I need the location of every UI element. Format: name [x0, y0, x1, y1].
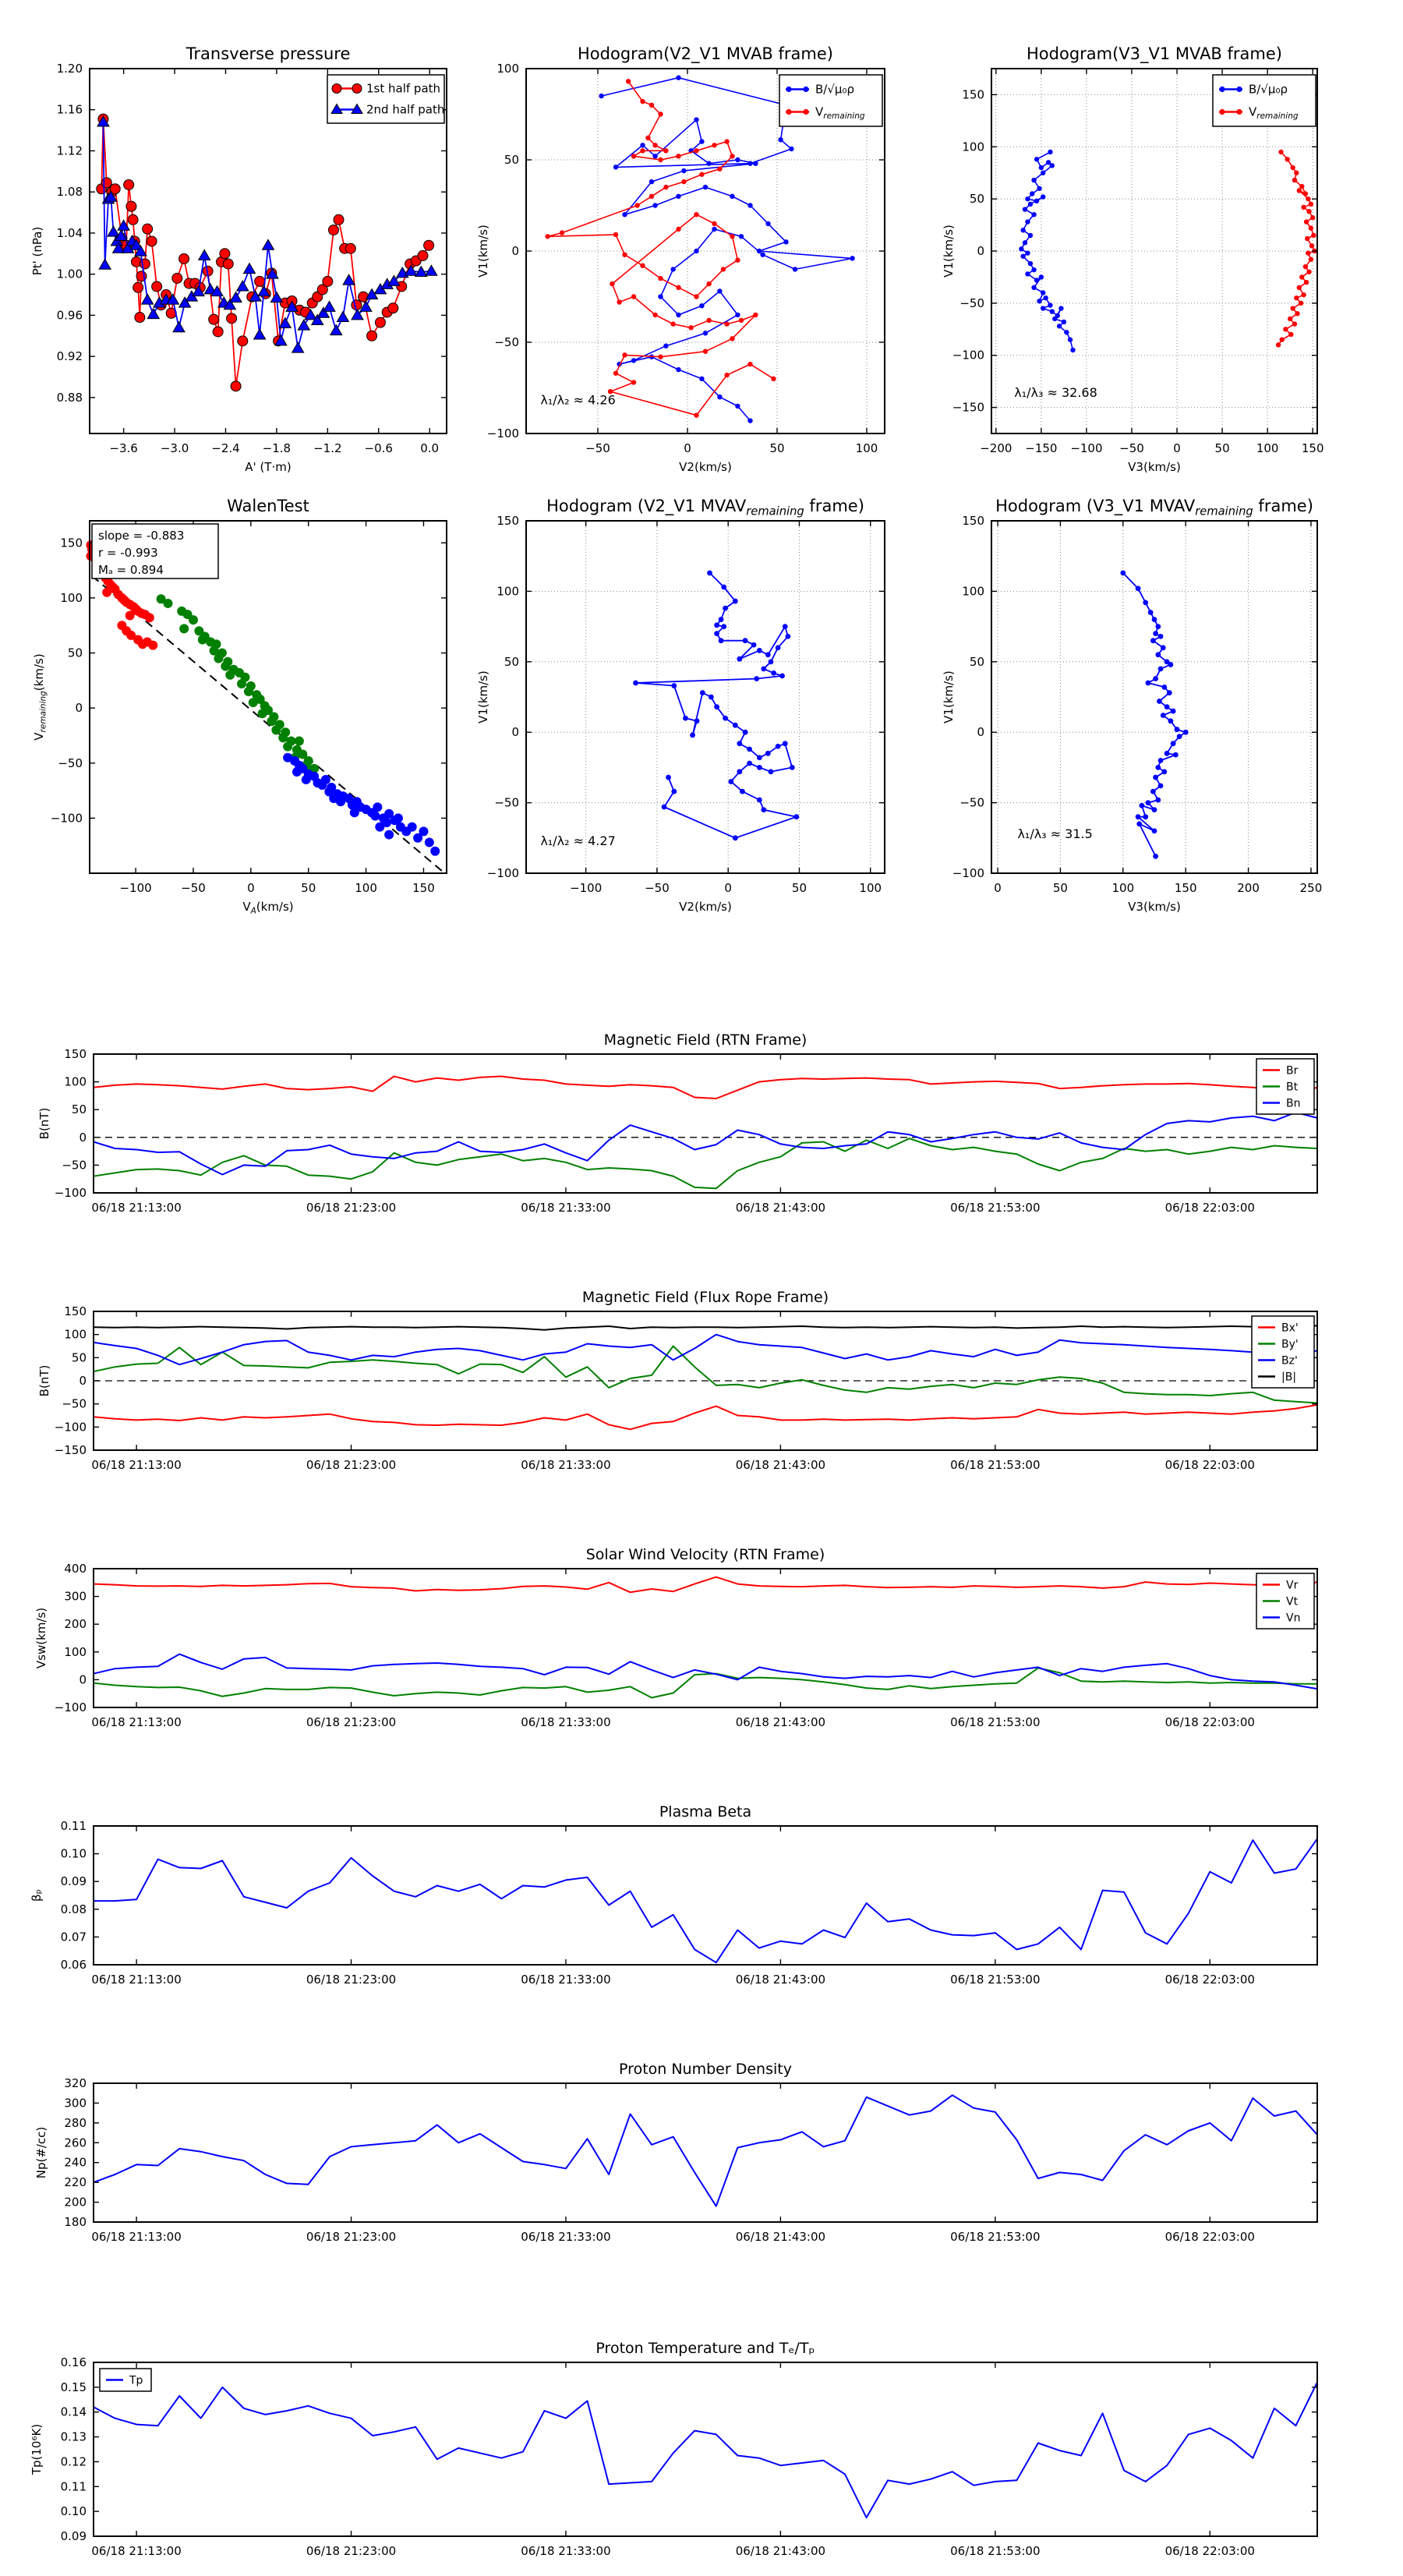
y-tick-label: −50	[959, 795, 984, 810]
magnetic-field-rtn-series-Br	[94, 1077, 1317, 1099]
y-tick-label: 150	[60, 536, 83, 550]
x-tick-label: 50	[1052, 881, 1068, 895]
y-tick-label: 0	[79, 1130, 87, 1145]
hodogram-v2v1-mvav-title: Hodogram (V2_V1 $MVAV_{remaining}$ frame)	[546, 497, 864, 518]
hodogram-v2v1-mvav-ylabel: V1(km/s)	[476, 671, 490, 724]
y-tick-label: 0	[79, 1374, 87, 1388]
proton-number-density-title: Proton Number Density	[619, 2061, 792, 2078]
magnetic-field-flux-rope-series-B-magnitude	[94, 1325, 1317, 1329]
y-tick-label: 0	[511, 244, 519, 258]
y-tick-label: −50	[494, 335, 519, 349]
legend-label: Bz'	[1281, 1354, 1298, 1368]
hodogram-v3v1-mvab	[942, 44, 1324, 474]
x-tick-label: 06/18 21:13:00	[91, 1201, 182, 1215]
hodogram-v2v1-mvab-annotation: λ₁/λ₂ ≈ 4.26	[540, 392, 616, 408]
legend-label: B/√μ₀ρ	[1249, 82, 1288, 97]
y-tick-label: 220	[64, 2175, 87, 2190]
x-tick-label: −100	[1070, 441, 1103, 455]
y-tick-label: 150	[64, 1304, 87, 1318]
y-tick-label: 0	[511, 725, 519, 740]
x-tick-label: −0.6	[364, 441, 393, 455]
solar-wind-velocity-rtn-series-Vn	[94, 1654, 1317, 1690]
y-tick-label: 0.08	[60, 1902, 87, 1916]
x-tick-label: 06/18 21:33:00	[521, 2544, 611, 2558]
legend-label: By'	[1281, 1338, 1299, 1351]
legend-label: Vt	[1286, 1595, 1299, 1608]
x-tick-label: 06/18 21:53:00	[950, 1715, 1041, 1729]
legend-label: B/√μ₀ρ	[815, 82, 854, 97]
magnetic-field-rtn-series-Bt	[94, 1138, 1317, 1188]
x-tick-label: 06/18 21:43:00	[735, 2230, 826, 2244]
transverse-pressure	[30, 44, 447, 474]
x-tick-label: 06/18 21:43:00	[735, 1715, 826, 1729]
x-tick-label: −50	[181, 881, 206, 895]
x-tick-label: 100	[355, 881, 377, 895]
hodogram-v3v1-mvav-series-v-hodogram	[1120, 570, 1188, 858]
y-tick-label: −150	[952, 400, 984, 415]
y-tick-label: 150	[64, 1047, 87, 1061]
y-tick-label: 0.92	[56, 349, 83, 364]
x-tick-label: 50	[769, 441, 785, 455]
y-tick-label: 150	[497, 514, 519, 528]
y-tick-label: 260	[64, 2135, 87, 2150]
y-tick-label: 0.15	[60, 2380, 87, 2394]
x-tick-label: 06/18 21:23:00	[306, 1715, 397, 1729]
y-tick-label: 0.12	[60, 2454, 87, 2469]
y-tick-label: 0.96	[56, 308, 83, 323]
x-tick-label: −200	[980, 441, 1012, 455]
walen-test	[32, 497, 447, 915]
hodogram-v3v1-mvav-annotation: λ₁/λ₃ ≈ 31.5	[1017, 826, 1093, 841]
proton-temperature	[30, 2340, 1317, 2558]
x-tick-label: 06/18 21:53:00	[950, 2544, 1041, 2558]
hodogram-v3v1-mvav-frame	[991, 521, 1317, 873]
plasma-beta-series-beta-p	[94, 1838, 1317, 1962]
x-tick-label: −3.6	[109, 441, 138, 455]
x-tick-label: 100	[855, 441, 878, 455]
hodogram-v2v1-mvab	[476, 44, 885, 474]
y-tick-label: 0.09	[60, 2529, 87, 2543]
transverse-pressure-title: Transverse pressure	[186, 44, 351, 63]
x-tick-label: 06/18 21:43:00	[735, 1201, 826, 1215]
x-tick-label: 250	[1299, 881, 1323, 895]
y-tick-label: 1.16	[56, 102, 83, 117]
y-tick-label: 50	[969, 654, 984, 669]
y-tick-label: −100	[54, 1420, 87, 1435]
y-tick-label: 0.13	[60, 2429, 87, 2444]
y-tick-label: 1.08	[56, 185, 83, 200]
hodogram-v3v1-mvab-title: Hodogram(V3_V1 MVAB frame)	[1027, 44, 1282, 63]
walen-test-series-walen-mid	[157, 594, 319, 777]
x-tick-label: −1.8	[262, 441, 292, 455]
x-tick-label: 06/18 22:03:00	[1164, 1458, 1255, 1472]
proton-temperature-series-Tp	[94, 2383, 1317, 2518]
hodogram-v2v1-mvav	[476, 497, 885, 914]
legend-label: Bt	[1286, 1081, 1299, 1094]
hodogram-v3v1-mvab-xlabel: V3(km/s)	[1128, 460, 1181, 474]
x-tick-label: 0	[247, 881, 255, 895]
x-tick-label: 06/18 21:23:00	[306, 2230, 397, 2244]
x-tick-label: −3.0	[160, 441, 189, 455]
y-tick-label: 100	[962, 140, 984, 154]
x-tick-label: −2.4	[211, 441, 240, 455]
y-tick-label: 0.09	[60, 1874, 87, 1889]
y-tick-label: 50	[67, 646, 83, 660]
y-tick-label: 0.10	[60, 1846, 87, 1861]
transverse-pressure-ylabel: Pt' (nPa)	[30, 226, 44, 276]
plasma-beta-frame	[94, 1826, 1317, 1965]
x-tick-label: −50	[1119, 441, 1144, 455]
x-tick-label: 0	[724, 881, 732, 895]
y-tick-label: 100	[64, 1644, 87, 1659]
y-tick-label: 0.11	[60, 2479, 87, 2494]
y-tick-label: 50	[504, 153, 519, 167]
solar-wind-velocity-rtn	[34, 1546, 1317, 1729]
y-tick-label: 0.07	[60, 1930, 87, 1944]
magnetic-field-flux-rope-series-By-prime	[94, 1346, 1317, 1403]
y-tick-label: 0.11	[60, 1819, 87, 1833]
hodogram-v3v1-mvab-ylabel: V1(km/s)	[942, 225, 956, 278]
solar-wind-velocity-rtn-ylabel: Vsw(km/s)	[34, 1607, 48, 1669]
x-tick-label: 06/18 21:23:00	[306, 1458, 397, 1472]
x-tick-label: 100	[859, 881, 882, 895]
x-tick-label: 0.0	[420, 441, 440, 455]
plasma-beta	[30, 1803, 1317, 1987]
x-tick-label: 06/18 21:33:00	[521, 1715, 611, 1729]
magnetic-field-flux-rope-title: Magnetic Field (Flux Rope Frame)	[581, 1289, 829, 1306]
x-tick-label: 0	[1173, 441, 1181, 455]
y-tick-label: 0	[977, 725, 984, 740]
y-tick-label: 180	[64, 2215, 87, 2229]
x-tick-label: 06/18 21:33:00	[521, 1201, 611, 1215]
x-tick-label: −150	[1025, 441, 1058, 455]
y-tick-label: −100	[952, 866, 984, 880]
hodogram-v2v1-mvab-ylabel: V1(km/s)	[476, 225, 490, 278]
x-tick-label: 06/18 21:23:00	[306, 1201, 397, 1215]
magnetic-field-rtn-ylabel: B(nT)	[37, 1107, 51, 1140]
plasma-beta-ylabel: βₚ	[30, 1889, 44, 1902]
hodogram-v2v1-mvab-title: Hodogram(V2_V1 MVAB frame)	[578, 44, 833, 63]
walen-test-series-walen-late	[283, 753, 440, 856]
x-tick-label: 06/18 22:03:00	[1164, 1201, 1255, 1215]
x-tick-label: 06/18 22:03:00	[1164, 1973, 1255, 1987]
legend-label: 1st half path	[366, 81, 441, 96]
x-tick-label: 100	[1111, 881, 1135, 895]
x-tick-label: 0	[994, 881, 1002, 895]
proton-number-density-series-Np	[94, 2095, 1317, 2206]
x-tick-label: −50	[645, 881, 670, 895]
y-tick-label: 280	[64, 2115, 87, 2130]
legend-label: |B|	[1281, 1371, 1297, 1384]
x-tick-label: 06/18 21:13:00	[91, 2544, 182, 2558]
hodogram-v2v1-mvav-xlabel: V2(km/s)	[679, 900, 732, 914]
y-tick-label: −100	[486, 866, 519, 880]
x-tick-label: 06/18 22:03:00	[1164, 2544, 1255, 2558]
stats-line: Mₐ = 0.894	[98, 563, 164, 577]
y-tick-label: −50	[494, 795, 519, 810]
x-tick-label: 06/18 21:53:00	[950, 1973, 1041, 1987]
transverse-pressure-series-first-half-path	[97, 114, 434, 391]
legend-label: Vn	[1286, 1612, 1301, 1625]
proton-number-density	[34, 2061, 1317, 2244]
x-tick-label: −1.2	[313, 441, 342, 455]
x-tick-label: 06/18 21:23:00	[306, 1973, 397, 1987]
walen-test-title: WalenTest	[227, 497, 309, 515]
x-tick-label: 06/18 21:33:00	[521, 1973, 611, 1987]
y-tick-label: 150	[962, 87, 984, 102]
legend-label: Br	[1286, 1064, 1299, 1077]
magnetic-field-rtn-title: Magnetic Field (RTN Frame)	[603, 1031, 808, 1049]
y-tick-label: 240	[64, 2155, 87, 2170]
x-tick-label: 06/18 21:43:00	[735, 1973, 826, 1987]
y-tick-label: 100	[962, 584, 984, 599]
y-tick-label: 300	[64, 1589, 87, 1604]
legend-label: Vr	[1286, 1579, 1299, 1592]
x-tick-label: 06/18 21:13:00	[91, 1973, 182, 1987]
y-tick-label: −100	[54, 1700, 87, 1714]
hodogram-v3v1-mvav-xlabel: V3(km/s)	[1128, 900, 1181, 914]
x-tick-label: −50	[585, 441, 610, 455]
y-tick-label: 0.06	[60, 1958, 87, 1972]
legend-label: $V_{remaining}$	[815, 104, 865, 121]
y-tick-label: 0.88	[56, 390, 83, 405]
x-tick-label: 200	[1237, 881, 1260, 895]
hodogram-v2v1-mvav-frame	[526, 521, 885, 873]
proton-number-density-ylabel: Np(#/cc)	[34, 2126, 48, 2179]
magnetic-field-flux-rope-series-Bz-prime	[94, 1335, 1317, 1365]
legend-label: 2nd half path	[366, 102, 445, 117]
transverse-pressure-xlabel: A' (T·m)	[245, 460, 292, 474]
x-tick-label: 06/18 21:13:00	[91, 1458, 182, 1472]
x-tick-label: 06/18 22:03:00	[1164, 2230, 1255, 2244]
y-tick-label: 0	[977, 244, 984, 258]
y-tick-label: −50	[58, 755, 83, 770]
x-tick-label: 50	[301, 881, 316, 895]
proton-temperature-title: Proton Temperature and Tₑ/Tₚ	[595, 2340, 815, 2357]
y-tick-label: 100	[64, 1074, 87, 1089]
legend-label: Bn	[1286, 1097, 1301, 1110]
x-tick-label: 06/18 21:23:00	[306, 2544, 397, 2558]
y-tick-label: 50	[504, 654, 519, 669]
x-tick-label: 150	[1301, 441, 1324, 455]
y-tick-label: 50	[71, 1350, 87, 1365]
x-tick-label: 06/18 21:43:00	[735, 1458, 826, 1472]
x-tick-label: 06/18 21:43:00	[735, 2544, 826, 2558]
hodogram-v3v1-mvab-annotation: λ₁/λ₃ ≈ 32.68	[1014, 385, 1097, 401]
y-tick-label: −100	[952, 348, 984, 363]
hodogram-v2v1-mvab-series-v-hodogram	[545, 79, 776, 418]
y-tick-label: −50	[62, 1396, 87, 1411]
hodogram-v2v1-mvav-series-v-hodogram	[633, 570, 799, 840]
y-tick-label: 1.20	[56, 62, 83, 76]
hodogram-v3v1-mvab-series-v-hodogram	[1276, 150, 1317, 348]
walen-test-ylabel: $V_{remaining}(km/s)$	[32, 653, 48, 741]
y-tick-label: 320	[64, 2076, 87, 2090]
y-tick-label: 200	[64, 2195, 87, 2210]
x-tick-label: 100	[1256, 441, 1279, 455]
hodogram-v3v1-mvav-title: Hodogram (V3_V1 $MVAV_{remaining}$ frame)	[995, 497, 1313, 518]
walen-test-xlabel: $V_A(km/s)$	[242, 900, 294, 916]
x-tick-label: 0	[684, 441, 691, 455]
y-tick-label: 0	[75, 701, 83, 716]
proton-temperature-frame	[94, 2362, 1317, 2536]
hodogram-v3v1-mvav-ylabel: V1(km/s)	[942, 671, 956, 724]
x-tick-label: 06/18 22:03:00	[1164, 1715, 1255, 1729]
proton-number-density-frame	[94, 2083, 1317, 2222]
magnetic-field-flux-rope-ylabel: B(nT)	[37, 1364, 51, 1397]
hodogram-v2v1-mvab-series-b-hodogram	[599, 76, 854, 423]
y-tick-label: 0.16	[60, 2355, 87, 2369]
y-tick-label: 0.10	[60, 2504, 87, 2519]
hodogram-v3v1-mvav	[942, 497, 1322, 914]
x-tick-label: −100	[570, 881, 603, 895]
y-tick-label: 1.04	[56, 225, 83, 240]
stats-line: r = -0.993	[98, 546, 158, 560]
magnetic-field-rtn	[37, 1031, 1317, 1215]
x-tick-label: 06/18 21:53:00	[950, 1201, 1041, 1215]
legend-label: Tp	[129, 2374, 143, 2387]
x-tick-label: 06/18 21:33:00	[521, 1458, 611, 1472]
y-tick-label: −100	[50, 811, 83, 826]
magnetic-field-flux-rope	[37, 1289, 1317, 1472]
solar-wind-velocity-rtn-title: Solar Wind Velocity (RTN Frame)	[585, 1546, 825, 1563]
legend-label: $V_{remaining}$	[1249, 104, 1299, 121]
x-tick-label: 50	[1214, 441, 1230, 455]
y-tick-label: −50	[959, 295, 984, 310]
y-tick-label: 100	[64, 1327, 87, 1342]
magnetic-field-flux-rope-series-Bx-prime	[94, 1405, 1317, 1429]
y-tick-label: 150	[962, 514, 984, 528]
x-tick-label: 150	[1174, 881, 1197, 895]
y-tick-label: 100	[497, 62, 519, 76]
y-tick-label: 50	[71, 1102, 87, 1117]
x-tick-label: 150	[412, 881, 435, 895]
x-tick-label: 06/18 21:13:00	[91, 1715, 182, 1729]
y-tick-label: 100	[497, 584, 519, 599]
magnetic-field-rtn-frame	[94, 1054, 1317, 1193]
y-tick-label: 1.00	[56, 267, 83, 281]
y-tick-label: −150	[54, 1443, 87, 1457]
y-tick-label: 100	[60, 590, 83, 605]
y-tick-label: −50	[62, 1158, 87, 1173]
y-tick-label: 300	[64, 2096, 87, 2111]
solar-wind-velocity-rtn-frame	[94, 1569, 1317, 1707]
y-tick-label: 0	[79, 1672, 87, 1687]
stats-line: slope = -0.883	[98, 529, 185, 543]
x-tick-label: 06/18 21:13:00	[91, 2230, 182, 2244]
y-tick-label: 200	[64, 1617, 87, 1632]
proton-temperature-ylabel: Tp(10⁶K)	[30, 2423, 44, 2475]
hodogram-v2v1-mvab-xlabel: V2(km/s)	[679, 460, 732, 474]
x-tick-label: 06/18 21:53:00	[950, 2230, 1041, 2244]
x-tick-label: −100	[119, 881, 152, 895]
walen-test-series-fit-line	[92, 576, 442, 872]
y-tick-label: 0.14	[60, 2404, 87, 2419]
y-tick-label: 50	[969, 192, 984, 207]
y-tick-label: 1.12	[56, 143, 83, 158]
x-tick-label: 06/18 21:53:00	[950, 1458, 1041, 1472]
hodogram-v2v1-mvav-annotation: λ₁/λ₂ ≈ 4.27	[540, 833, 616, 848]
x-tick-label: 50	[791, 881, 808, 895]
y-tick-label: 400	[64, 1562, 87, 1576]
plasma-beta-title: Plasma Beta	[659, 1803, 752, 1821]
y-tick-label: −100	[54, 1186, 87, 1200]
y-tick-label: −100	[486, 426, 519, 441]
legend-label: Bx'	[1281, 1322, 1299, 1335]
solar-wind-velocity-rtn-series-Vr	[94, 1577, 1317, 1593]
x-tick-label: 06/18 21:33:00	[521, 2230, 611, 2244]
